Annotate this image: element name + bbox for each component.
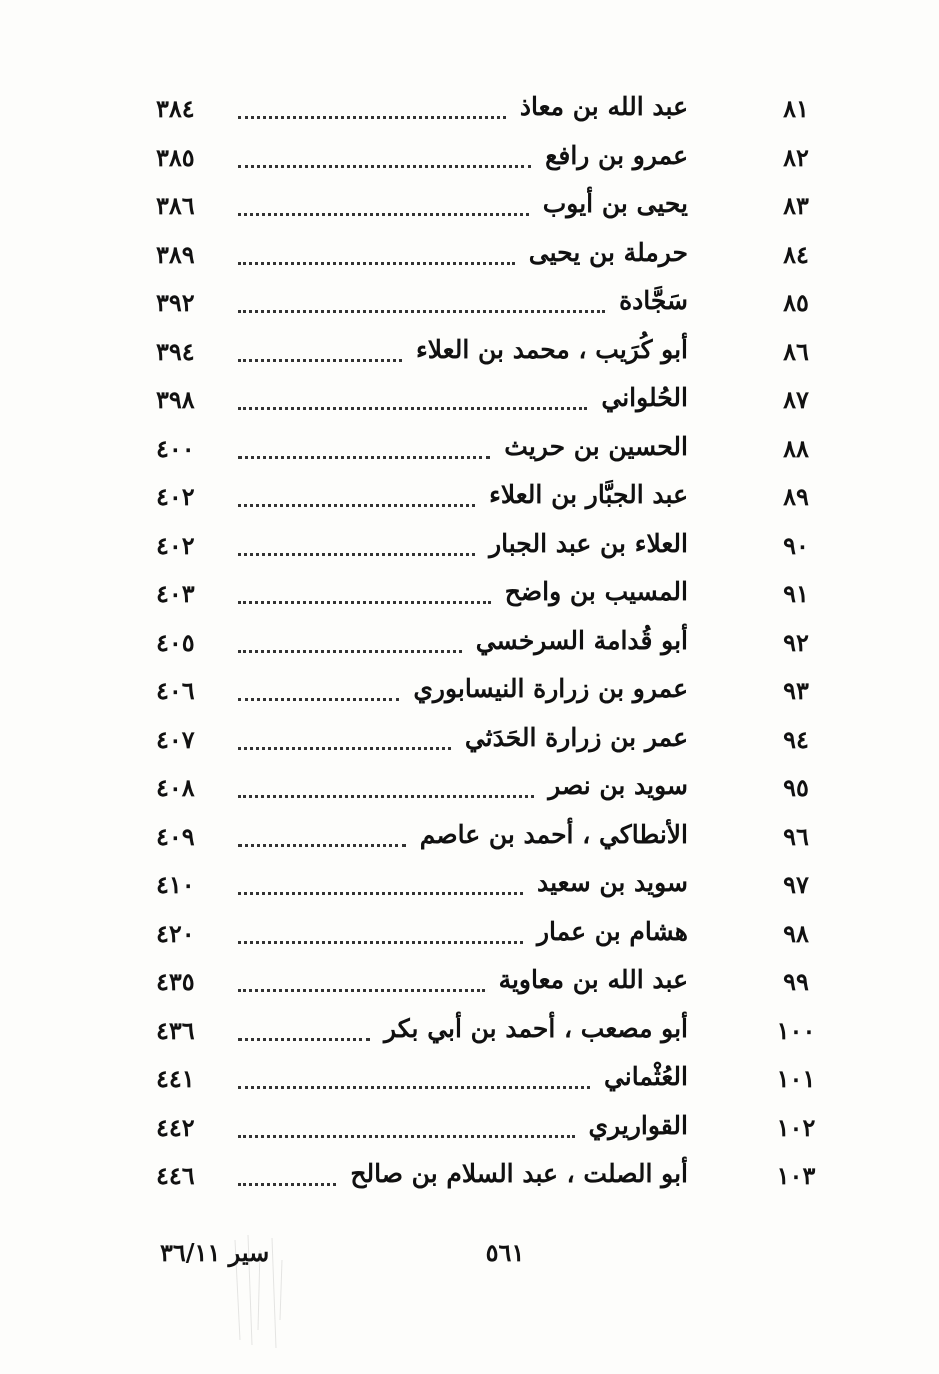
entry-title: أبو مصعب ، أحمد بن أبي بكر <box>383 1013 688 1043</box>
dot-leader <box>238 310 605 313</box>
entry-number: ٨٨ <box>783 433 809 463</box>
dot-leader <box>238 116 506 119</box>
toc-entry <box>150 280 840 329</box>
entry-page: ٤٣٦ <box>156 1015 195 1045</box>
entry-number: ٩٨ <box>783 918 809 948</box>
toc-entry <box>150 474 840 523</box>
toc-entry <box>150 377 840 426</box>
entry-page: ٣٨٤ <box>156 94 195 123</box>
toc-entry <box>150 1153 840 1202</box>
entry-title: عبد الله بن معاوية <box>498 965 688 994</box>
entry-number: ٩٩ <box>783 967 809 996</box>
toc-entry <box>150 183 840 232</box>
entry-number: ٨٢ <box>783 142 809 172</box>
entry-title: حرملة بن يحيى <box>528 237 688 267</box>
entry-title: العُثْماني <box>603 1062 688 1091</box>
entry-number: ٩٣ <box>783 676 809 705</box>
dot-leader <box>238 1038 370 1041</box>
entry-number: ٨١ <box>783 94 809 123</box>
toc-entry <box>150 329 840 378</box>
entry-number: ١٠٠ <box>776 1015 816 1045</box>
toc-entry <box>150 1008 840 1057</box>
entry-page: ٤٤٢ <box>156 1112 195 1142</box>
entry-title: العلاء بن عبد الجبار <box>489 528 688 558</box>
entry-page: ٣٨٦ <box>156 191 195 220</box>
dot-leader <box>238 650 462 653</box>
entry-page: ٣٩٢ <box>156 288 195 317</box>
entry-title: الحُلواني <box>601 383 688 412</box>
dot-leader <box>238 989 485 992</box>
entry-page: ٤٤١ <box>156 1064 195 1093</box>
entry-page: ٤٤٦ <box>156 1161 195 1190</box>
entry-page: ٤٠٧ <box>156 724 195 754</box>
entry-page: ٤٠٥ <box>156 627 195 657</box>
entry-number: ٨٤ <box>783 239 809 269</box>
entry-page: ٤١٠ <box>156 870 195 899</box>
entry-title: عبد الجبَّار بن العلاء <box>489 480 688 509</box>
toc-entry <box>150 523 840 572</box>
dot-leader <box>238 892 523 895</box>
entry-number: ٩٢ <box>783 627 809 657</box>
entry-number: ٨٦ <box>783 336 809 366</box>
toc-entry <box>150 426 840 475</box>
dot-leader <box>238 1183 336 1186</box>
toc-entry <box>150 232 840 281</box>
toc-entry <box>150 1105 840 1154</box>
toc-entry <box>150 668 840 717</box>
entry-page: ٤٢٠ <box>156 918 195 948</box>
entry-title: القواريري <box>588 1110 688 1140</box>
entry-number: ٩٦ <box>783 821 809 851</box>
entry-title: أبو كُرَيب ، محمد بن العلاء <box>416 334 688 364</box>
scan-smudge <box>230 1230 290 1350</box>
toc-entry <box>150 862 840 911</box>
entry-page: ٤٠٢ <box>156 530 195 560</box>
toc-entry <box>150 911 840 960</box>
entry-number: ٨٣ <box>783 191 809 220</box>
dot-leader <box>238 795 534 798</box>
entry-page: ٤٠٩ <box>156 821 195 851</box>
entry-number: ١٠١ <box>776 1064 816 1093</box>
toc-entry <box>150 86 840 135</box>
dot-leader <box>238 407 587 410</box>
toc-entry <box>150 1056 840 1105</box>
printer-signature: سير ٣٦/١١ <box>160 1238 270 1267</box>
entry-number: ١٠٣ <box>776 1161 816 1190</box>
page-number: ٥٦١ <box>485 1238 525 1267</box>
entry-title: سَجَّادة <box>619 286 688 315</box>
entry-title: يحيى بن أيوب <box>542 189 688 218</box>
toc-entry <box>150 814 840 863</box>
dot-leader <box>238 213 529 216</box>
entry-title: عمرو بن رافع <box>545 140 688 170</box>
entry-number: ٩٠ <box>783 530 809 560</box>
entry-number: ٨٥ <box>783 288 809 317</box>
toc-entry <box>150 765 840 814</box>
dot-leader <box>238 504 475 507</box>
dot-leader <box>238 456 490 459</box>
table-of-contents <box>150 86 840 1202</box>
entry-number: ١٠٢ <box>776 1112 816 1142</box>
dot-leader <box>238 1086 590 1089</box>
entry-title: عمرو بن زرارة النيسابوري <box>413 674 688 703</box>
entry-title: الأنطاكي ، أحمد بن عاصم <box>419 819 688 849</box>
entry-number: ٩٤ <box>783 724 809 754</box>
entry-number: ٩٥ <box>783 773 809 802</box>
dot-leader <box>238 747 451 750</box>
dot-leader <box>238 941 523 944</box>
dot-leader <box>238 601 491 604</box>
toc-entry <box>150 620 840 669</box>
entry-page: ٤٠٠ <box>156 433 195 463</box>
dot-leader <box>238 844 406 847</box>
entry-title: سويد بن نصر <box>548 771 688 800</box>
entry-title: عمر بن زرارة الحَدَثي <box>464 722 688 752</box>
entry-number: ٨٧ <box>783 385 809 414</box>
entry-page: ٣٩٨ <box>156 385 195 414</box>
entry-page: ٤٠٦ <box>156 676 195 705</box>
dot-leader <box>238 165 531 168</box>
entry-number: ٩٧ <box>783 870 809 899</box>
entry-number: ٨٩ <box>783 482 809 511</box>
toc-entry <box>150 959 840 1008</box>
entry-title: الحسين بن حريث <box>504 431 688 461</box>
entry-page: ٣٩٤ <box>156 336 195 366</box>
toc-entry <box>150 135 840 184</box>
dot-leader <box>238 1135 575 1138</box>
dot-leader <box>238 698 399 701</box>
dot-leader <box>238 553 475 556</box>
entry-title: أبو الصلت ، عبد السلام بن صالح <box>350 1159 688 1188</box>
entry-title: عبد الله بن معاذ <box>519 92 688 121</box>
dot-leader <box>238 262 515 265</box>
entry-title: المسيب بن واضح <box>504 577 688 606</box>
entry-page: ٣٨٩ <box>156 239 195 269</box>
entry-page: ٣٨٥ <box>156 142 195 172</box>
dot-leader <box>238 359 402 362</box>
entry-page: ٤٠٢ <box>156 482 195 511</box>
entry-title: أبو قُدامة السرخسي <box>475 625 688 655</box>
entry-number: ٩١ <box>783 579 809 608</box>
entry-page: ٤٣٥ <box>156 967 195 996</box>
entry-title: سويد بن سعيد <box>536 868 688 897</box>
entry-page: ٤٠٨ <box>156 773 195 802</box>
toc-entry <box>150 571 840 620</box>
entry-title: هشام بن عمار <box>536 916 688 946</box>
toc-entry <box>150 717 840 766</box>
entry-page: ٤٠٣ <box>156 579 195 608</box>
